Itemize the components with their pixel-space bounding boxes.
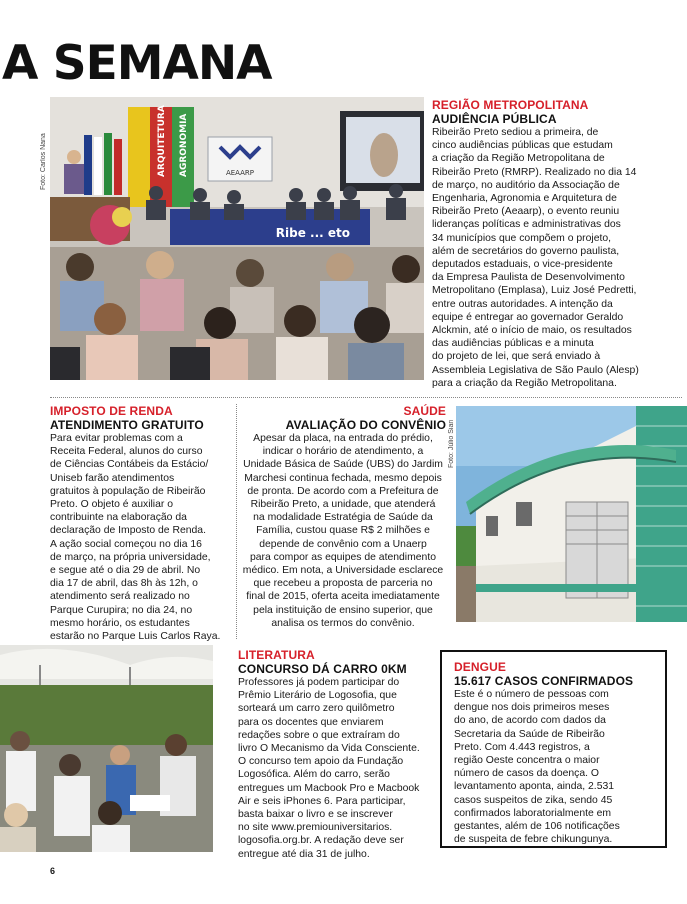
article-line: pela instituição de ensino superior, que: [253, 604, 433, 616]
article-line: médico. Em nota, a Universidade esclarece: [242, 565, 444, 577]
category-label: SAÚDE: [403, 404, 446, 418]
article-line: Marchesi continua fechada, mesmo depois: [244, 472, 442, 484]
article-headline: AUDIÊNCIA PÚBLICA: [432, 112, 557, 126]
photo-table-text: Ribe ... eto: [275, 226, 350, 240]
article-line: atendimento será realizado no: [50, 591, 190, 603]
photo-audiencia: [50, 97, 424, 380]
article-line: Receita Federal, alunos do curso: [50, 446, 203, 458]
article-body: [454, 688, 665, 846]
article-line: Professores já podem participar do: [238, 677, 400, 688]
article-headline: CONCURSO DÁ CARRO 0KM: [238, 662, 407, 676]
article-body: [432, 126, 682, 390]
photo-credit: Foto: Carlos Nana: [40, 133, 47, 190]
article-line: do ano, de acordo com dados da: [454, 715, 606, 727]
article-line: Uniseb farão atendimentos: [50, 472, 175, 484]
article-line: Ribeirão Preto sediou a primeira, de: [432, 127, 599, 138]
article-line: dengue nos dois primeiros meses: [454, 702, 610, 714]
banner-agronomia: AGRONOMIA: [179, 113, 189, 177]
article-line: do projeto de lei, que será enviado à: [432, 351, 601, 363]
article-line: no site www.premiouniversitarios.: [238, 822, 393, 834]
article-line: de suspeita de febre chikungunya.: [454, 834, 613, 846]
article-line: região Oeste concentra o maior: [454, 755, 600, 767]
section-divider: [50, 397, 682, 398]
article-line: da Empresa Paulista de Desenvolvimento: [432, 272, 625, 284]
article-line: de março, no auditório da Associação de: [432, 179, 620, 191]
article-line: a criação da Região Metropolitana de: [432, 153, 605, 165]
article-line: gestantes, além de 106 notificações: [454, 821, 620, 833]
article-line: além de secretários do governo paulista,: [432, 245, 620, 257]
article-line: deputados estaduais, o vice-presidente: [432, 259, 613, 271]
article-line: entre outras autoridades. A intenção da: [432, 298, 613, 310]
article-line: Air e seis iPhones 6. Para participar,: [238, 795, 406, 807]
category-label: LITERATURA: [238, 648, 315, 662]
article-line: Parque Curupira; no dia 24, no: [50, 604, 193, 616]
article-line: estarão no Parque Luis Carlos Raya.: [50, 631, 221, 643]
article-regiao-metropolitana: [432, 98, 682, 390]
article-line: confirmados laboratorialmente em: [454, 807, 612, 819]
photo-logo-text: AEAARP: [225, 169, 255, 177]
article-line: declaração de Imposto de Renda.: [50, 525, 206, 537]
article-line: Unidade Básica de Saúde (UBS) do Jardim: [243, 459, 443, 471]
article-line: e segue até o dia 29 de abril. No: [50, 565, 201, 577]
article-line: Alckmin, até o início de maio, os resultados: [432, 325, 632, 337]
article-saude: [240, 404, 446, 630]
article-line: para os docentes que enviarem: [238, 716, 384, 728]
article-literatura: [238, 648, 438, 861]
article-line: contribuinte na elaboração da: [50, 512, 187, 524]
category-label: REGIÃO METROPOLITANA: [432, 98, 589, 112]
photo-ubs: [456, 406, 687, 622]
article-line: Ribeirão Preto (Aeaarp), o evento reuniu: [432, 206, 620, 218]
article-line: Família, custou quase R$ 2 milhões e: [256, 525, 430, 537]
article-line: indicar o horário de atendimento, a: [262, 446, 424, 458]
article-line: casos suspeitos de zika, sendo 45: [454, 794, 613, 806]
article-line: Ribeirão Preto (RMRP). Realizado no dia 14: [432, 166, 637, 178]
article-line: Ribeirão Preto, a unidade, que atenderá: [250, 499, 436, 511]
article-line: entregue até dia 31 de julho.: [238, 848, 370, 860]
column-divider: [236, 404, 237, 639]
article-imposto-de-renda: [50, 404, 240, 643]
article-line: final de 2015, oferta aceita imediatamente: [246, 591, 440, 603]
article-line: logosofia.org.br. A redação deve ser: [238, 835, 404, 847]
section-title: A SEMANA: [2, 36, 272, 91]
article-headline: AVALIAÇÃO DO CONVÊNIO: [285, 418, 446, 432]
article-line: Metropolitano (Emplasa), Luiz José Pedretti,: [432, 285, 637, 297]
article-line: sorteará um carro zero quilômetro: [238, 703, 395, 715]
article-line: dia 17 de abril, das 8h às 12h, o: [50, 578, 198, 590]
article-line: cinco audiências públicas que estudam: [432, 140, 613, 152]
category-label: DENGUE: [454, 660, 506, 674]
article-dengue: [440, 650, 667, 848]
article-line: levantamento aponta, ainda, 2.531: [454, 781, 615, 793]
article-line: para compor as equipes de atendimento: [250, 551, 436, 563]
article-line: gratuitos à população de Ribeirão: [50, 485, 206, 497]
article-line: de pronta. De acordo com a Prefeitura de: [247, 485, 439, 497]
article-line: Assembleia Legislativa de São Paulo (Alesp): [432, 364, 639, 376]
category-label: IMPOSTO DE RENDA: [50, 404, 173, 418]
article-line: basta baixar o livro e se inscrever: [238, 809, 393, 821]
article-line: Preto. Com 4.443 registros, a: [454, 741, 590, 753]
article-line: número de casos da doença. O: [454, 768, 599, 780]
page-number: 6: [50, 866, 56, 876]
article-line: Preto. O objeto é auxiliar o: [50, 499, 174, 511]
article-line: Logosófica. Além do carro, serão: [238, 769, 390, 781]
article-line: lideranças políticas e administrativas dos: [432, 219, 621, 231]
article-line: O concurso tem apoio da Fundação: [238, 756, 404, 768]
article-headline: ATENDIMENTO GRATUITO: [50, 418, 204, 432]
article-line: das audiências públicas e a minuta: [432, 338, 594, 350]
article-line: depende de convênio com a Unaerp: [259, 538, 427, 550]
article-body: [50, 432, 240, 643]
article-line: Engenharia, Agronomia e Arquitetura de: [432, 193, 617, 205]
article-line: mesmo horário, os estudantes: [50, 617, 190, 629]
photo-atendimento: [0, 645, 213, 852]
article-line: analisa os termos do convênio.: [271, 617, 415, 629]
banner-arquitetura: ARQUITETURA: [157, 105, 167, 177]
article-line: livro O Mecanismo da Vida Consciente.: [238, 743, 420, 755]
article-line: entregues um Macbook Pro e Macbook: [238, 782, 420, 794]
article-line: equipe é entregar ao governador Geraldo: [432, 311, 624, 323]
article-body: [238, 676, 438, 861]
article-line: Apesar da placa, na entrada do prédio,: [253, 433, 433, 444]
article-body: [240, 432, 446, 630]
article-headline: 15.617 CASOS CONFIRMADOS: [454, 674, 634, 688]
photo-credit: Foto: Júlio Sian: [448, 419, 455, 468]
article-line: de Ciências Contábeis da Estácio/: [50, 459, 209, 471]
article-line: para a criação da Região Metropolitana.: [432, 377, 617, 389]
article-line: Para evitar problemas com a: [50, 433, 183, 444]
article-line: redações sobre o que extraíram do: [238, 729, 400, 741]
article-line: Secretaria da Saúde de Ribeirão: [454, 728, 605, 740]
article-line: 34 municípios que compõem o projeto,: [432, 232, 612, 244]
article-line: que recebeu a proposta de parceria no: [253, 578, 433, 590]
article-line: de março, na própria universidade,: [50, 551, 211, 563]
article-line: Prêmio Literário de Logosofia, que: [238, 690, 397, 702]
article-line: A ação social começou no dia 16: [50, 538, 202, 550]
article-line: na modalidade Estratégia de Saúde da: [253, 512, 433, 524]
article-line: Este é o número de pessoas com: [454, 689, 609, 700]
